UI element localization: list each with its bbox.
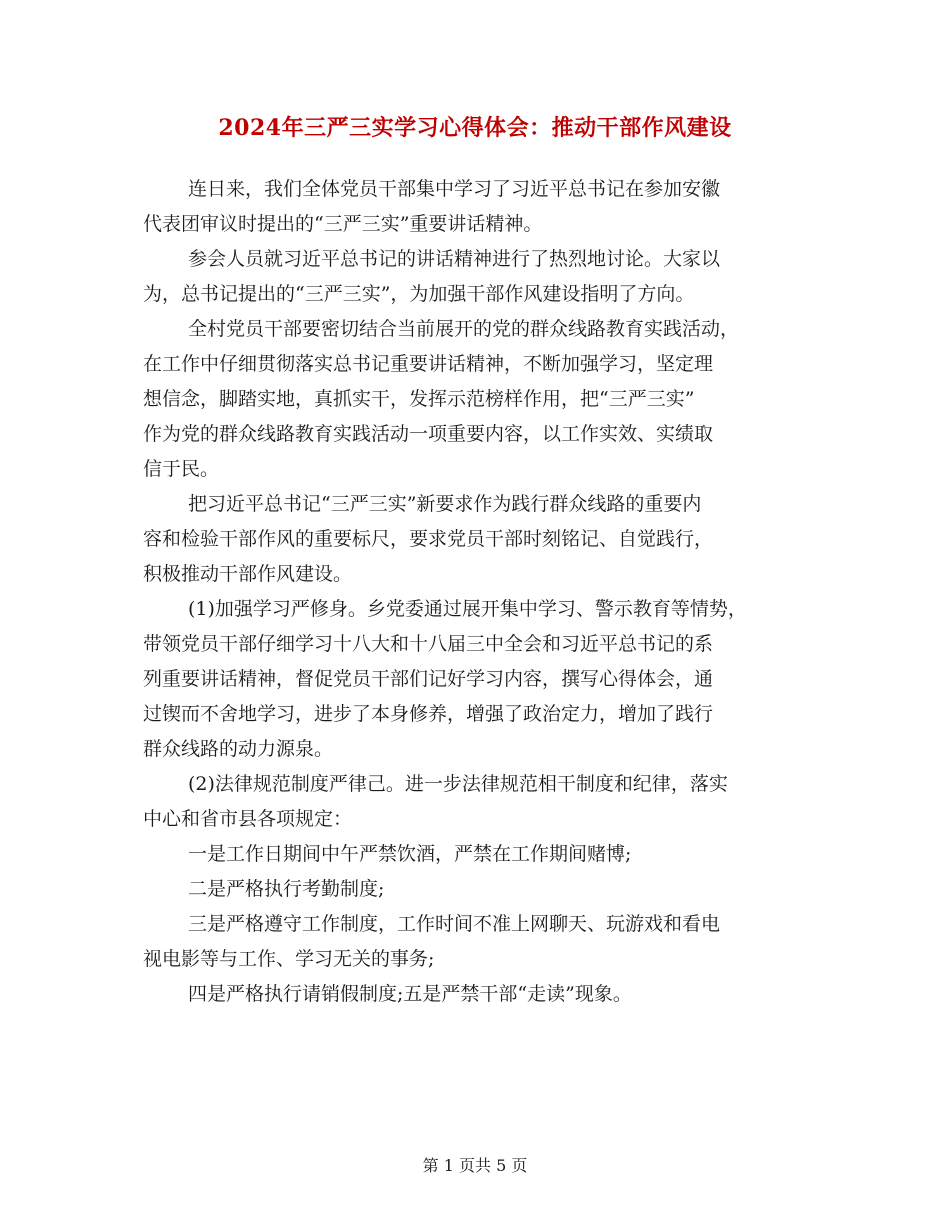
text-line: 把习近平总书记“三严三实”新要求作为践行群众线路的重要内 (188, 493, 702, 515)
paragraph-4 (143, 487, 823, 592)
paragraph-7 (143, 837, 823, 872)
document-body (143, 172, 823, 1012)
text-line: 容和检验干部作风的重要标尺，要求党员干部时刻铭记、自觉践行， (143, 528, 714, 550)
page-number-footer: 第 1 页共 5 页 (422, 1156, 528, 1175)
text-line: 在工作中仔细贯彻落实总书记重要讲话精神，不断加强学习，坚定理 (143, 353, 714, 375)
text-line: 中心和省市县各项规定： (143, 808, 353, 830)
paragraph-8 (143, 872, 823, 907)
text-line: (1)加强学习严修身。乡党委通过展开集中学习、警示教育等情势， (188, 598, 747, 620)
text-line: 群众线路的动力源泉。 (143, 738, 334, 760)
text-line: 参会人员就习近平总书记的讲话精神进行了热烈地讨论。大家以 (188, 248, 721, 270)
paragraph-5 (143, 592, 823, 767)
paragraph-6 (143, 767, 823, 837)
paragraph-2 (143, 242, 823, 312)
text-line: 全村党员干部要密切结合当前展开的党的群众线路教育实践活动， (188, 318, 740, 340)
text-line: (2)法律规范制度严律己。进一步法律规范相干制度和纪律，落实 (188, 773, 728, 795)
paragraph-1 (143, 172, 823, 242)
paragraph-3 (143, 312, 823, 487)
text-line: 带领党员干部仔细学习十八大和十八届三中全会和习近平总书记的系 (143, 633, 714, 655)
text-line: 视电影等与工作、学习无关的事务; (143, 948, 435, 970)
text-line: 过锲而不舍地学习，进步了本身修养，增强了政治定力，增加了践行 (143, 703, 714, 725)
text-line: 想信念，脚踏实地，真抓实干，发挥示范榜样作用，把“三严三实” (143, 388, 695, 410)
paragraph-10 (143, 977, 823, 1012)
text-line: 连日来，我们全体党员干部集中学习了习近平总书记在参加安徽 (188, 178, 721, 200)
text-line: 二是严格执行考勤制度; (188, 878, 385, 900)
text-line: 代表团审议时提出的“三严三实”重要讲话精神。 (143, 213, 543, 235)
text-line: 列重要讲话精神，督促党员干部们记好学习内容，撰写心得体会，通 (143, 668, 714, 690)
text-line: 三是严格遵守工作制度，工作时间不准上网聊天、玩游戏和看电 (188, 913, 721, 935)
text-line: 一是工作日期间中午严禁饮酒，严禁在工作期间赌博; (188, 843, 632, 865)
paragraph-9 (143, 907, 823, 977)
text-line: 四是严格执行请销假制度;五是严禁干部“走读”现象。 (188, 983, 632, 1005)
document-title: 2024年三严三实学习心得体会：推动干部作风建设 (218, 115, 732, 141)
text-line: 积极推动干部作风建设。 (143, 563, 353, 585)
text-line: 作为党的群众线路教育实践活动一项重要内容，以工作实效、实绩取 (143, 423, 714, 445)
text-line: 信于民。 (143, 458, 220, 480)
text-line: 为，总书记提出的“三严三实”，为加强干部作风建设指明了方向。 (143, 283, 695, 305)
